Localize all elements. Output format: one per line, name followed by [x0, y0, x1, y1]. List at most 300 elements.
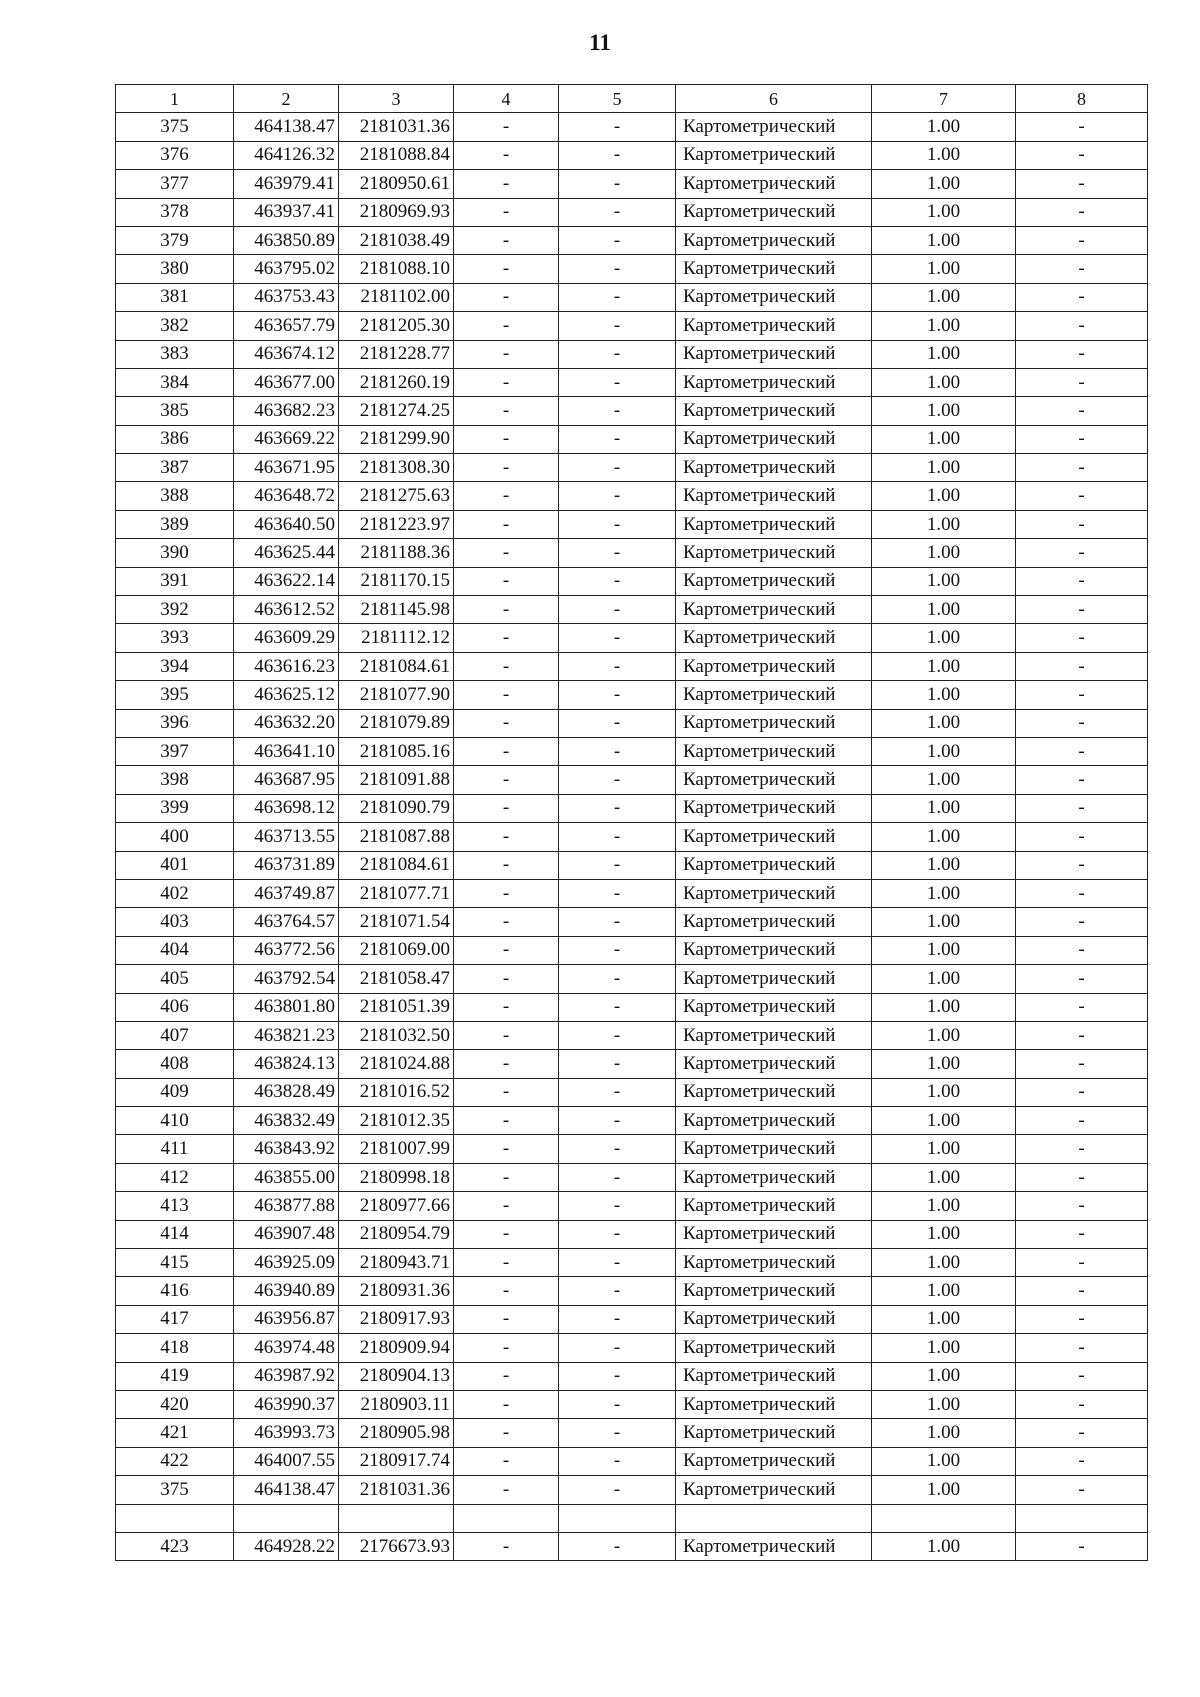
- table-cell-col-6: Картометрический: [676, 737, 872, 765]
- table-cell-col-7: 1.00: [872, 1078, 1016, 1106]
- table-cell-col-8: -: [1016, 1050, 1148, 1078]
- table-cell-col-4: -: [454, 993, 559, 1021]
- table-cell-col-8: -: [1016, 1476, 1148, 1504]
- table-cell-col-1: 400: [116, 823, 234, 851]
- table-cell-col-6: Картометрический: [676, 397, 872, 425]
- table-cell-col-2: 463632.20: [234, 709, 339, 737]
- table-cell-col-7: 1.00: [872, 624, 1016, 652]
- table-cell-col-1: 397: [116, 737, 234, 765]
- table-cell-col-3: 2181087.88: [339, 823, 454, 851]
- table-cell-col-4: -: [454, 1135, 559, 1163]
- table-cell-col-5: -: [559, 1078, 676, 1106]
- table-cell-col-7: 1.00: [872, 1305, 1016, 1333]
- table-cell-col-8: -: [1016, 1163, 1148, 1191]
- table-row: [116, 482, 1148, 510]
- table-cell-col-5: -: [559, 1419, 676, 1447]
- table-cell-col-7: 1.00: [872, 255, 1016, 283]
- table-cell-col-4: -: [454, 1277, 559, 1305]
- table-cell-col-8: -: [1016, 766, 1148, 794]
- table-cell-col-7: 1.00: [872, 425, 1016, 453]
- table-cell-col-3: 2181102.00: [339, 283, 454, 311]
- table-cell-col-7: 1.00: [872, 1419, 1016, 1447]
- table-cell-col-8: -: [1016, 312, 1148, 340]
- table-cell-col-4: -: [454, 851, 559, 879]
- table-cell-col-5: -: [559, 255, 676, 283]
- table-cell-col-2: 464126.32: [234, 141, 339, 169]
- table-cell-col-2: 463824.13: [234, 1050, 339, 1078]
- table-cell-col-6: Картометрический: [676, 255, 872, 283]
- table-cell-col-3: 2181274.25: [339, 397, 454, 425]
- table-cell-col-2: 463855.00: [234, 1163, 339, 1191]
- table-row: [116, 141, 1148, 169]
- table-cell-col-8: -: [1016, 737, 1148, 765]
- table-cell-col-6: Картометрический: [676, 368, 872, 396]
- table-cell-col-3: 2180950.61: [339, 170, 454, 198]
- table-cell-col-5: -: [559, 425, 676, 453]
- table-cell-col-7: 1.00: [872, 681, 1016, 709]
- table-cell-col-1: 387: [116, 454, 234, 482]
- table-cell-col-6: Картометрический: [676, 170, 872, 198]
- table-cell-col-7: 1.00: [872, 993, 1016, 1021]
- table-cell-col-1: 398: [116, 766, 234, 794]
- table-cell-col-5: -: [559, 1107, 676, 1135]
- table-cell-col-7: 1.00: [872, 510, 1016, 538]
- table-cell-col-2: 463764.57: [234, 908, 339, 936]
- table-cell-col-2: 463749.87: [234, 879, 339, 907]
- table-cell-col-3: 2180954.79: [339, 1220, 454, 1248]
- table-cell-col-1: 395: [116, 681, 234, 709]
- table-cell-col-5: -: [559, 312, 676, 340]
- table-cell-col-1: 415: [116, 1249, 234, 1277]
- table-cell-col-8: -: [1016, 1532, 1148, 1560]
- table-cell-col-2: 464138.47: [234, 113, 339, 141]
- table-cell-col-6: Картометрический: [676, 1021, 872, 1049]
- table-cell-col-3: 2180904.13: [339, 1362, 454, 1390]
- table-cell-col-1: 412: [116, 1163, 234, 1191]
- table-cell-col-6: Картометрический: [676, 482, 872, 510]
- table-cell-col-4: -: [454, 312, 559, 340]
- table-cell-col-5: -: [559, 936, 676, 964]
- table-row: [116, 1504, 1148, 1532]
- table-row: [116, 255, 1148, 283]
- table-cell-col-6: [676, 1504, 872, 1532]
- table-cell-col-4: -: [454, 198, 559, 226]
- table-cell-col-5: -: [559, 340, 676, 368]
- table-cell-col-4: -: [454, 567, 559, 595]
- table-cell-col-6: Картометрический: [676, 709, 872, 737]
- table-cell-col-1: 380: [116, 255, 234, 283]
- table-cell-col-7: 1.00: [872, 851, 1016, 879]
- table-cell-col-3: 2180903.11: [339, 1390, 454, 1418]
- table-cell-col-2: 463979.41: [234, 170, 339, 198]
- table-cell-col-1: 409: [116, 1078, 234, 1106]
- coordinates-table: [115, 84, 1148, 1561]
- table-cell-col-7: 1.00: [872, 283, 1016, 311]
- table-row: [116, 340, 1148, 368]
- table-cell-col-1: 381: [116, 283, 234, 311]
- table-cell-col-8: -: [1016, 226, 1148, 254]
- table-cell-col-5: -: [559, 283, 676, 311]
- table-cell-col-4: -: [454, 766, 559, 794]
- table-cell-col-4: -: [454, 1050, 559, 1078]
- table-cell-col-8: -: [1016, 1220, 1148, 1248]
- table-cell-col-6: Картометрический: [676, 1249, 872, 1277]
- table-cell-col-3: 2180931.36: [339, 1277, 454, 1305]
- table-cell-col-3: 2181228.77: [339, 340, 454, 368]
- table-cell-col-1: 420: [116, 1390, 234, 1418]
- table-cell-col-6: Картометрический: [676, 113, 872, 141]
- table-cell-col-8: -: [1016, 482, 1148, 510]
- table-cell-col-5: -: [559, 1305, 676, 1333]
- table-cell-col-8: -: [1016, 652, 1148, 680]
- table-cell-col-7: 1.00: [872, 1107, 1016, 1135]
- table-cell-col-5: -: [559, 851, 676, 879]
- table-row: [116, 1249, 1148, 1277]
- table-cell-col-5: -: [559, 993, 676, 1021]
- table-row: [116, 737, 1148, 765]
- table-cell-col-3: 2181260.19: [339, 368, 454, 396]
- table-cell-col-7: 1.00: [872, 709, 1016, 737]
- table-cell-col-6: Картометрический: [676, 425, 872, 453]
- table-row: [116, 454, 1148, 482]
- table-cell-col-8: -: [1016, 1447, 1148, 1475]
- table-row: [116, 425, 1148, 453]
- table-cell-col-4: [454, 1504, 559, 1532]
- table-cell-col-5: -: [559, 652, 676, 680]
- table-cell-col-2: 463622.14: [234, 567, 339, 595]
- table-cell-col-5: -: [559, 1021, 676, 1049]
- table-cell-col-8: -: [1016, 1021, 1148, 1049]
- table-cell-col-7: 1.00: [872, 766, 1016, 794]
- table-cell-col-7: 1.00: [872, 965, 1016, 993]
- table-cell-col-3: 2181031.36: [339, 1476, 454, 1504]
- table-cell-col-2: 463877.88: [234, 1192, 339, 1220]
- table-cell-col-8: -: [1016, 965, 1148, 993]
- table-cell-col-2: 464007.55: [234, 1447, 339, 1475]
- table-cell-col-4: -: [454, 255, 559, 283]
- table-cell-col-8: -: [1016, 198, 1148, 226]
- table-cell-col-2: 463713.55: [234, 823, 339, 851]
- table-cell-col-2: 463801.80: [234, 993, 339, 1021]
- table-row: [116, 681, 1148, 709]
- table-cell-col-2: 463687.95: [234, 766, 339, 794]
- table-cell-col-5: -: [559, 510, 676, 538]
- table-cell-col-1: 419: [116, 1362, 234, 1390]
- table-cell-col-7: 1.00: [872, 1135, 1016, 1163]
- table-cell-col-1: 393: [116, 624, 234, 652]
- table-cell-col-5: -: [559, 198, 676, 226]
- table-cell-col-7: 1.00: [872, 113, 1016, 141]
- table-cell-col-1: 413: [116, 1192, 234, 1220]
- table-cell-col-4: -: [454, 596, 559, 624]
- table-cell-col-2: 463640.50: [234, 510, 339, 538]
- table-cell-col-4: -: [454, 624, 559, 652]
- table-cell-col-1: 388: [116, 482, 234, 510]
- table-cell-col-5: -: [559, 1447, 676, 1475]
- table-cell-col-5: -: [559, 1334, 676, 1362]
- table-cell-col-6: Картометрический: [676, 993, 872, 1021]
- table-cell-col-8: -: [1016, 539, 1148, 567]
- table-cell-col-8: -: [1016, 1277, 1148, 1305]
- table-cell-col-5: -: [559, 794, 676, 822]
- table-cell-col-4: -: [454, 908, 559, 936]
- table-cell-col-7: 1.00: [872, 1447, 1016, 1475]
- table-cell-col-6: Картометрический: [676, 539, 872, 567]
- table-cell-col-4: -: [454, 283, 559, 311]
- table-cell-col-4: -: [454, 1447, 559, 1475]
- table-cell-col-8: -: [1016, 1135, 1148, 1163]
- table-cell-col-5: -: [559, 1390, 676, 1418]
- table-cell-col-5: -: [559, 170, 676, 198]
- table-cell-col-2: 463625.12: [234, 681, 339, 709]
- table-cell-col-2: 463993.73: [234, 1419, 339, 1447]
- table-cell-col-6: Картометрический: [676, 312, 872, 340]
- table-cell-col-7: 1.00: [872, 340, 1016, 368]
- table-cell-col-3: [339, 1504, 454, 1532]
- table-cell-col-6: Картометрический: [676, 1220, 872, 1248]
- table-cell-col-2: 463625.44: [234, 539, 339, 567]
- table-cell-col-2: 463925.09: [234, 1249, 339, 1277]
- table-cell-col-4: -: [454, 425, 559, 453]
- table-cell-col-3: 2176673.93: [339, 1532, 454, 1560]
- table-cell-col-4: -: [454, 1390, 559, 1418]
- table-cell-col-7: 1.00: [872, 368, 1016, 396]
- table-cell-col-2: 463657.79: [234, 312, 339, 340]
- table-cell-col-6: Картометрический: [676, 823, 872, 851]
- table-row: [116, 1447, 1148, 1475]
- table-cell-col-2: 463674.12: [234, 340, 339, 368]
- table-cell-col-5: -: [559, 141, 676, 169]
- table-cell-col-8: -: [1016, 510, 1148, 538]
- table-cell-col-6: Картометрический: [676, 851, 872, 879]
- table-cell-col-8: -: [1016, 1305, 1148, 1333]
- table-cell-col-8: -: [1016, 368, 1148, 396]
- table-cell-col-1: 396: [116, 709, 234, 737]
- table-cell-col-8: -: [1016, 425, 1148, 453]
- table-row: [116, 993, 1148, 1021]
- table-cell-col-6: Картометрический: [676, 1277, 872, 1305]
- table-cell-col-2: 463609.29: [234, 624, 339, 652]
- table-cell-col-6: Картометрический: [676, 1192, 872, 1220]
- table-cell-col-3: 2181031.36: [339, 113, 454, 141]
- table-cell-col-4: -: [454, 823, 559, 851]
- table-cell-col-5: -: [559, 368, 676, 396]
- table-cell-col-6: Картометрический: [676, 965, 872, 993]
- table-cell-col-5: -: [559, 1220, 676, 1248]
- table-cell-col-8: -: [1016, 1390, 1148, 1418]
- table-cell-col-1: 422: [116, 1447, 234, 1475]
- table-cell-col-1: 382: [116, 312, 234, 340]
- table-cell-col-4: -: [454, 1021, 559, 1049]
- table-cell-col-6: Картометрический: [676, 1078, 872, 1106]
- table-cell-col-1: 394: [116, 652, 234, 680]
- table-cell-col-2: 463731.89: [234, 851, 339, 879]
- table-cell-col-2: 463792.54: [234, 965, 339, 993]
- table-row: [116, 1192, 1148, 1220]
- table-cell-col-3: 2181112.12: [339, 624, 454, 652]
- table-cell-col-5: -: [559, 908, 676, 936]
- table-cell-col-7: 1.00: [872, 1163, 1016, 1191]
- table-cell-col-2: 464138.47: [234, 1476, 339, 1504]
- table-cell-col-8: -: [1016, 141, 1148, 169]
- table-cell-col-1: [116, 1504, 234, 1532]
- table-cell-col-5: -: [559, 965, 676, 993]
- table-row: [116, 965, 1148, 993]
- table-row: [116, 1163, 1148, 1191]
- table-cell-col-3: 2180917.74: [339, 1447, 454, 1475]
- table-cell-col-8: -: [1016, 1078, 1148, 1106]
- table-cell-col-4: -: [454, 226, 559, 254]
- table-cell-col-7: 1.00: [872, 539, 1016, 567]
- table-cell-col-3: 2180909.94: [339, 1334, 454, 1362]
- table-cell-col-4: -: [454, 1249, 559, 1277]
- table-cell-col-1: 377: [116, 170, 234, 198]
- table-cell-col-3: 2181223.97: [339, 510, 454, 538]
- table-cell-col-7: 1.00: [872, 652, 1016, 680]
- table-cell-col-8: -: [1016, 567, 1148, 595]
- table-cell-col-2: 463940.89: [234, 1277, 339, 1305]
- table-row: [116, 312, 1148, 340]
- table-cell-col-8: -: [1016, 1419, 1148, 1447]
- table-cell-col-1: 386: [116, 425, 234, 453]
- table-cell-col-8: -: [1016, 624, 1148, 652]
- table-cell-col-5: -: [559, 539, 676, 567]
- table-row: [116, 1135, 1148, 1163]
- table-cell-col-4: -: [454, 1419, 559, 1447]
- table-row: [116, 1220, 1148, 1248]
- table-cell-col-1: 405: [116, 965, 234, 993]
- table-cell-col-3: 2180917.93: [339, 1305, 454, 1333]
- table-cell-col-8: -: [1016, 113, 1148, 141]
- table-cell-col-7: 1.00: [872, 1050, 1016, 1078]
- table-cell-col-3: 2181007.99: [339, 1135, 454, 1163]
- table-row: [116, 198, 1148, 226]
- table-row: [116, 226, 1148, 254]
- table-cell-col-4: -: [454, 170, 559, 198]
- table-cell-col-6: Картометрический: [676, 510, 872, 538]
- table-cell-col-7: 1.00: [872, 936, 1016, 964]
- table-cell-col-3: 2180943.71: [339, 1249, 454, 1277]
- table-cell-col-6: Картометрический: [676, 1476, 872, 1504]
- table-cell-col-6: Картометрический: [676, 652, 872, 680]
- table-cell-col-7: 1.00: [872, 1476, 1016, 1504]
- table-cell-col-6: Картометрический: [676, 1334, 872, 1362]
- table-cell-col-2: 463832.49: [234, 1107, 339, 1135]
- table-cell-col-5: -: [559, 766, 676, 794]
- table-cell-col-1: 416: [116, 1277, 234, 1305]
- table-row: [116, 510, 1148, 538]
- table-cell-col-5: -: [559, 624, 676, 652]
- table-cell-col-8: -: [1016, 397, 1148, 425]
- table-cell-col-2: 463974.48: [234, 1334, 339, 1362]
- table-cell-col-1: 376: [116, 141, 234, 169]
- table-cell-col-1: 378: [116, 198, 234, 226]
- table-cell-col-4: -: [454, 113, 559, 141]
- table-row: [116, 397, 1148, 425]
- table-cell-col-3: 2181145.98: [339, 596, 454, 624]
- table-cell-col-2: 463772.56: [234, 936, 339, 964]
- table-cell-col-8: -: [1016, 794, 1148, 822]
- table-cell-col-7: 1.00: [872, 397, 1016, 425]
- table-cell-col-4: -: [454, 1334, 559, 1362]
- table-cell-col-8: -: [1016, 340, 1148, 368]
- table-row: [116, 170, 1148, 198]
- table-cell-col-4: -: [454, 652, 559, 680]
- table-row: [116, 1419, 1148, 1447]
- table-row: [116, 709, 1148, 737]
- table-cell-col-3: 2181308.30: [339, 454, 454, 482]
- table-cell-col-3: 2181016.52: [339, 1078, 454, 1106]
- table-cell-col-2: 463795.02: [234, 255, 339, 283]
- table-row: [116, 1078, 1148, 1106]
- table-cell-col-5: -: [559, 226, 676, 254]
- column-header-5: 5: [559, 85, 676, 113]
- table-cell-col-8: -: [1016, 454, 1148, 482]
- table-cell-col-1: 401: [116, 851, 234, 879]
- table-cell-col-6: Картометрический: [676, 1390, 872, 1418]
- table-cell-col-2: 463677.00: [234, 368, 339, 396]
- table-cell-col-5: -: [559, 567, 676, 595]
- table-cell-col-8: -: [1016, 283, 1148, 311]
- table-cell-col-6: Картометрический: [676, 1362, 872, 1390]
- table-cell-col-5: -: [559, 879, 676, 907]
- table-cell-col-7: 1.00: [872, 312, 1016, 340]
- table-cell-col-4: -: [454, 368, 559, 396]
- table-cell-col-8: -: [1016, 851, 1148, 879]
- table-cell-col-2: 463682.23: [234, 397, 339, 425]
- table-cell-col-5: -: [559, 397, 676, 425]
- table-row: [116, 1050, 1148, 1078]
- table-cell-col-4: -: [454, 1220, 559, 1248]
- table-cell-col-5: -: [559, 482, 676, 510]
- table-cell-col-5: -: [559, 709, 676, 737]
- table-cell-col-6: Картометрический: [676, 454, 872, 482]
- table-cell-col-5: -: [559, 1163, 676, 1191]
- table-row: [116, 567, 1148, 595]
- table-cell-col-7: 1.00: [872, 567, 1016, 595]
- table-cell-col-7: 1.00: [872, 141, 1016, 169]
- table-cell-col-1: 383: [116, 340, 234, 368]
- table-cell-col-3: 2181085.16: [339, 737, 454, 765]
- table-cell-col-2: 463843.92: [234, 1135, 339, 1163]
- table-cell-col-7: 1.00: [872, 1532, 1016, 1560]
- table-cell-col-4: -: [454, 1107, 559, 1135]
- table-cell-col-2: 463648.72: [234, 482, 339, 510]
- table-cell-col-8: -: [1016, 823, 1148, 851]
- table-cell-col-1: 408: [116, 1050, 234, 1078]
- table-cell-col-8: -: [1016, 596, 1148, 624]
- column-header-3: 3: [339, 85, 454, 113]
- table-cell-col-2: 463698.12: [234, 794, 339, 822]
- table-cell-col-2: 463937.41: [234, 198, 339, 226]
- table-cell-col-7: 1.00: [872, 879, 1016, 907]
- table-cell-col-6: Картометрический: [676, 908, 872, 936]
- column-header-7: 7: [872, 85, 1016, 113]
- table-cell-col-3: 2181077.71: [339, 879, 454, 907]
- table-row: [116, 908, 1148, 936]
- table-cell-col-3: 2181058.47: [339, 965, 454, 993]
- table-cell-col-3: 2181079.89: [339, 709, 454, 737]
- table-cell-col-1: 389: [116, 510, 234, 538]
- table-cell-col-6: Картометрический: [676, 340, 872, 368]
- table-cell-col-5: -: [559, 1192, 676, 1220]
- table-cell-col-6: Картометрический: [676, 1107, 872, 1135]
- table-row: [116, 1390, 1148, 1418]
- table-cell-col-8: -: [1016, 1362, 1148, 1390]
- table-cell-col-6: Картометрический: [676, 198, 872, 226]
- table-cell-col-4: -: [454, 1362, 559, 1390]
- table-cell-col-2: 463612.52: [234, 596, 339, 624]
